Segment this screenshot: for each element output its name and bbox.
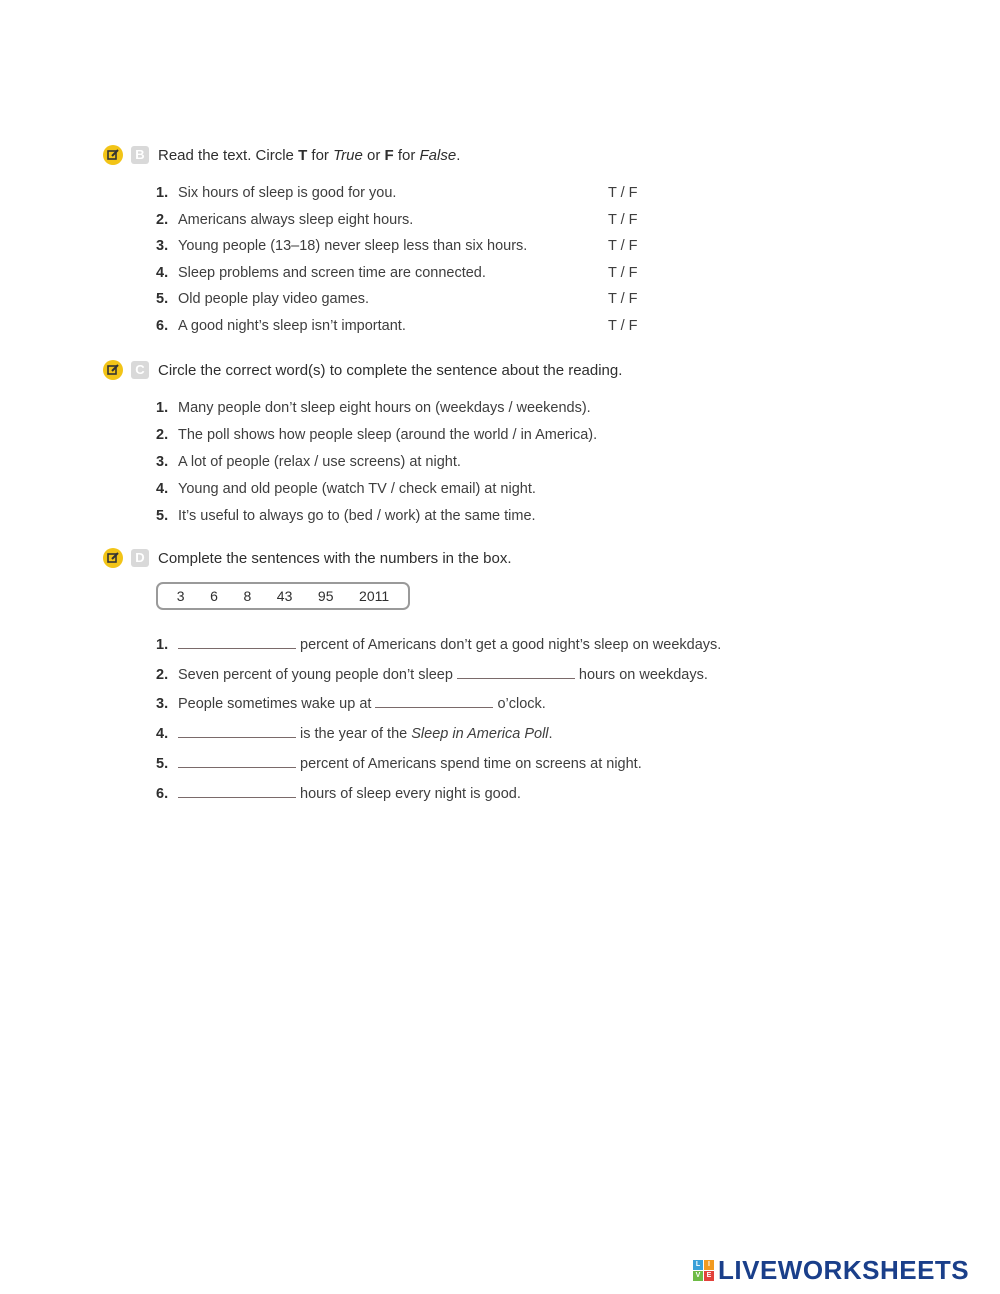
tf-item: 4. Sleep problems and screen time are connected.: [156, 265, 486, 281]
edit-icon: [103, 548, 123, 568]
section-d-instruction: Complete the sentences with the numbers in the box.: [158, 549, 512, 567]
fill-item: 2. Seven percent of young people don’t sleep hours on weekdays.: [156, 667, 708, 683]
circle-item[interactable]: 4. Young and old people (watch TV / check email) at night.: [156, 481, 536, 497]
tf-item: 2. Americans always sleep eight hours.: [156, 212, 414, 228]
answer-blank[interactable]: [375, 695, 493, 708]
tf-item: 3. Young people (13–18) never sleep less than six hours.: [156, 238, 528, 254]
circle-item[interactable]: 1. Many people don’t sleep eight hours on (weekdays / weekends).: [156, 400, 591, 416]
section-c-header: [103, 359, 622, 381]
fill-item: 6. hours of sleep every night is good.: [156, 786, 521, 802]
answer-blank[interactable]: [178, 636, 296, 649]
section-b-instruction: Read the text. Circle T for True or F for False.: [158, 146, 461, 164]
answer-blank[interactable]: [457, 666, 575, 679]
box-number: 3: [176, 588, 185, 604]
tf-choice[interactable]: T / F: [608, 212, 638, 228]
edit-icon: [103, 145, 123, 165]
tf-item: 5. Old people play video games.: [156, 291, 370, 307]
tf-choice[interactable]: T / F: [608, 291, 638, 307]
answer-blank[interactable]: [178, 755, 296, 768]
circle-item[interactable]: 3. A lot of people (relax / use screens) at night.: [156, 454, 461, 470]
tf-choice[interactable]: T / F: [608, 238, 638, 254]
liveworksheets-logo[interactable]: [693, 1255, 969, 1286]
answer-blank[interactable]: [178, 785, 296, 798]
circle-item[interactable]: 2. The poll shows how people sleep (around the world / in America).: [156, 427, 598, 443]
box-number: 95: [317, 588, 334, 604]
section-letter-badge: D: [131, 549, 149, 567]
fill-item: 1. percent of Americans don’t get a good night’s sleep on weekdays.: [156, 637, 722, 653]
fill-item: 5. percent of Americans spend time on screens at night.: [156, 756, 642, 772]
section-letter-badge: C: [131, 361, 149, 379]
section-d-header: [103, 547, 512, 569]
edit-icon: [103, 360, 123, 380]
box-number: 43: [276, 588, 293, 604]
box-number: 2011: [359, 588, 390, 604]
section-c-instruction: Circle the correct word(s) to complete the sentence about the reading.: [158, 361, 623, 379]
tf-choice[interactable]: T / F: [608, 318, 638, 334]
fill-item: 4. is the year of the Sleep in America Poll.: [156, 726, 553, 742]
logo-text: LIVEWORKSHEETS: [718, 1255, 970, 1285]
box-number: 6: [210, 588, 218, 604]
section-letter-badge: B: [131, 146, 149, 164]
tf-choice[interactable]: T / F: [608, 265, 638, 281]
tf-choice[interactable]: T / F: [608, 185, 638, 201]
box-number: 8: [243, 588, 252, 604]
logo-squares-icon: L I V E: [693, 1260, 714, 1281]
fill-item: 3. People sometimes wake up at o’clock.: [156, 696, 546, 712]
tf-item: 1. Six hours of sleep is good for you.: [156, 185, 397, 201]
circle-item[interactable]: 5. It’s useful to always go to (bed / work) at the same time.: [156, 508, 536, 524]
section-b-header: [103, 144, 460, 166]
answer-blank[interactable]: [178, 725, 296, 738]
tf-item: 6. A good night’s sleep isn’t important.: [156, 318, 406, 334]
number-box: [156, 582, 410, 610]
